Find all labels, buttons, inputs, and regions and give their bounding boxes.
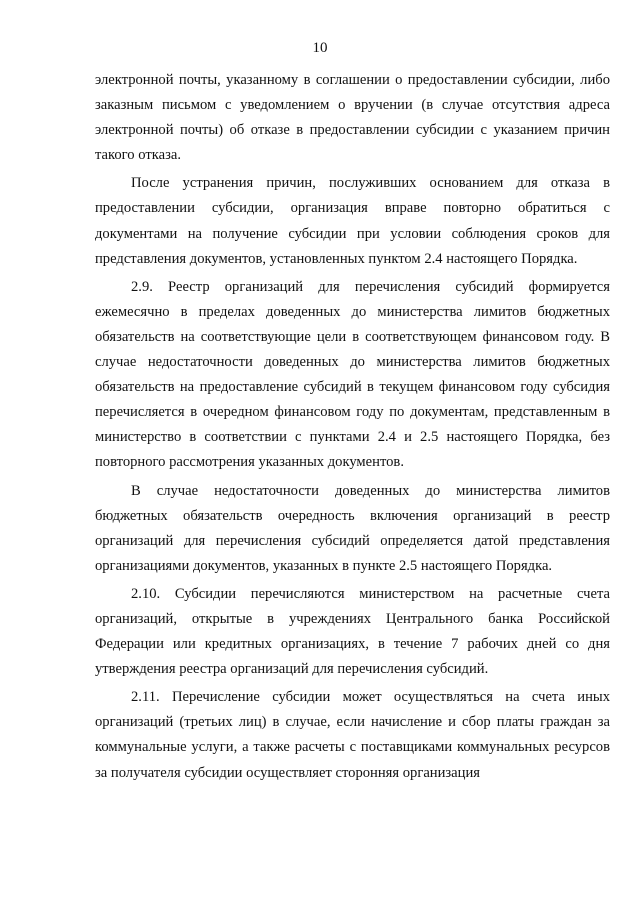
paragraph-continuation: электронной почты, указанному в соглашении о предоставлении субсидии, либо заказным письмом с уведомлением о вручении (в случае отсутствия адреса электронной почты) об отказе в предоставлении субсидии с указанием причин такого отказа. bbox=[95, 72, 610, 164]
paragraph-insufficiency: В случае недостаточности доведенных до министерства лимитов бюджетных обязательств очередность включения организаций в реестр организаций для перечисления субсидий определяется датой представления организациями документов, указанных в пункте 2.5 настоящего Порядка. bbox=[95, 482, 610, 574]
paragraph-2-10: 2.10. Субсидии перечисляются министерством на расчетные счета организаций, открытые в учреждениях Центрального банка Российской Федерации или кредитных организациях, в течение 7 рабочих дней со дня утверждения реестра организаций для перечисления субсидий. bbox=[95, 585, 610, 678]
paragraph-after-elimination: После устранения причин, послуживших основанием для отказа в предоставлении субсидии, организация вправе повторно обратиться с документами на получение субсидии при условии соблюдения сроков для представления документов, установленных пунктом 2.4 настоящего Порядка. bbox=[95, 175, 610, 267]
page-number: 10 bbox=[312, 40, 328, 56]
document-body bbox=[95, 68, 610, 789]
paragraph-2-9: 2.9. Реестр организаций для перечисления субсидий формируется ежемесячно в пределах доведенных до министерства лимитов бюджетных обязательств на соответствующие цели в соответствующем финансовом году. В случае недостаточности доведенных до министерства лимитов бюджетных обязательств на предоставление субсидий в текущем финансовом году субсидия перечисляется в очередном финансовом году по документам, представленным в министерство в соответствии с пунктами 2.4 и 2.5 настоящего Порядка, без повторного рассмотрения указанных документов. bbox=[95, 278, 610, 471]
scan-edge-mark bbox=[10, 652, 12, 670]
paragraph-2-11: 2.11. Перечисление субсидии может осуществляться на счета иных организаций (третьих лиц) в случае, если начисление и сбор платы граждан за коммунальные услуги, а также расчеты с поставщиками коммунальных ресурсов за получателя субсидии осуществляет сторонняя организация bbox=[95, 689, 610, 781]
